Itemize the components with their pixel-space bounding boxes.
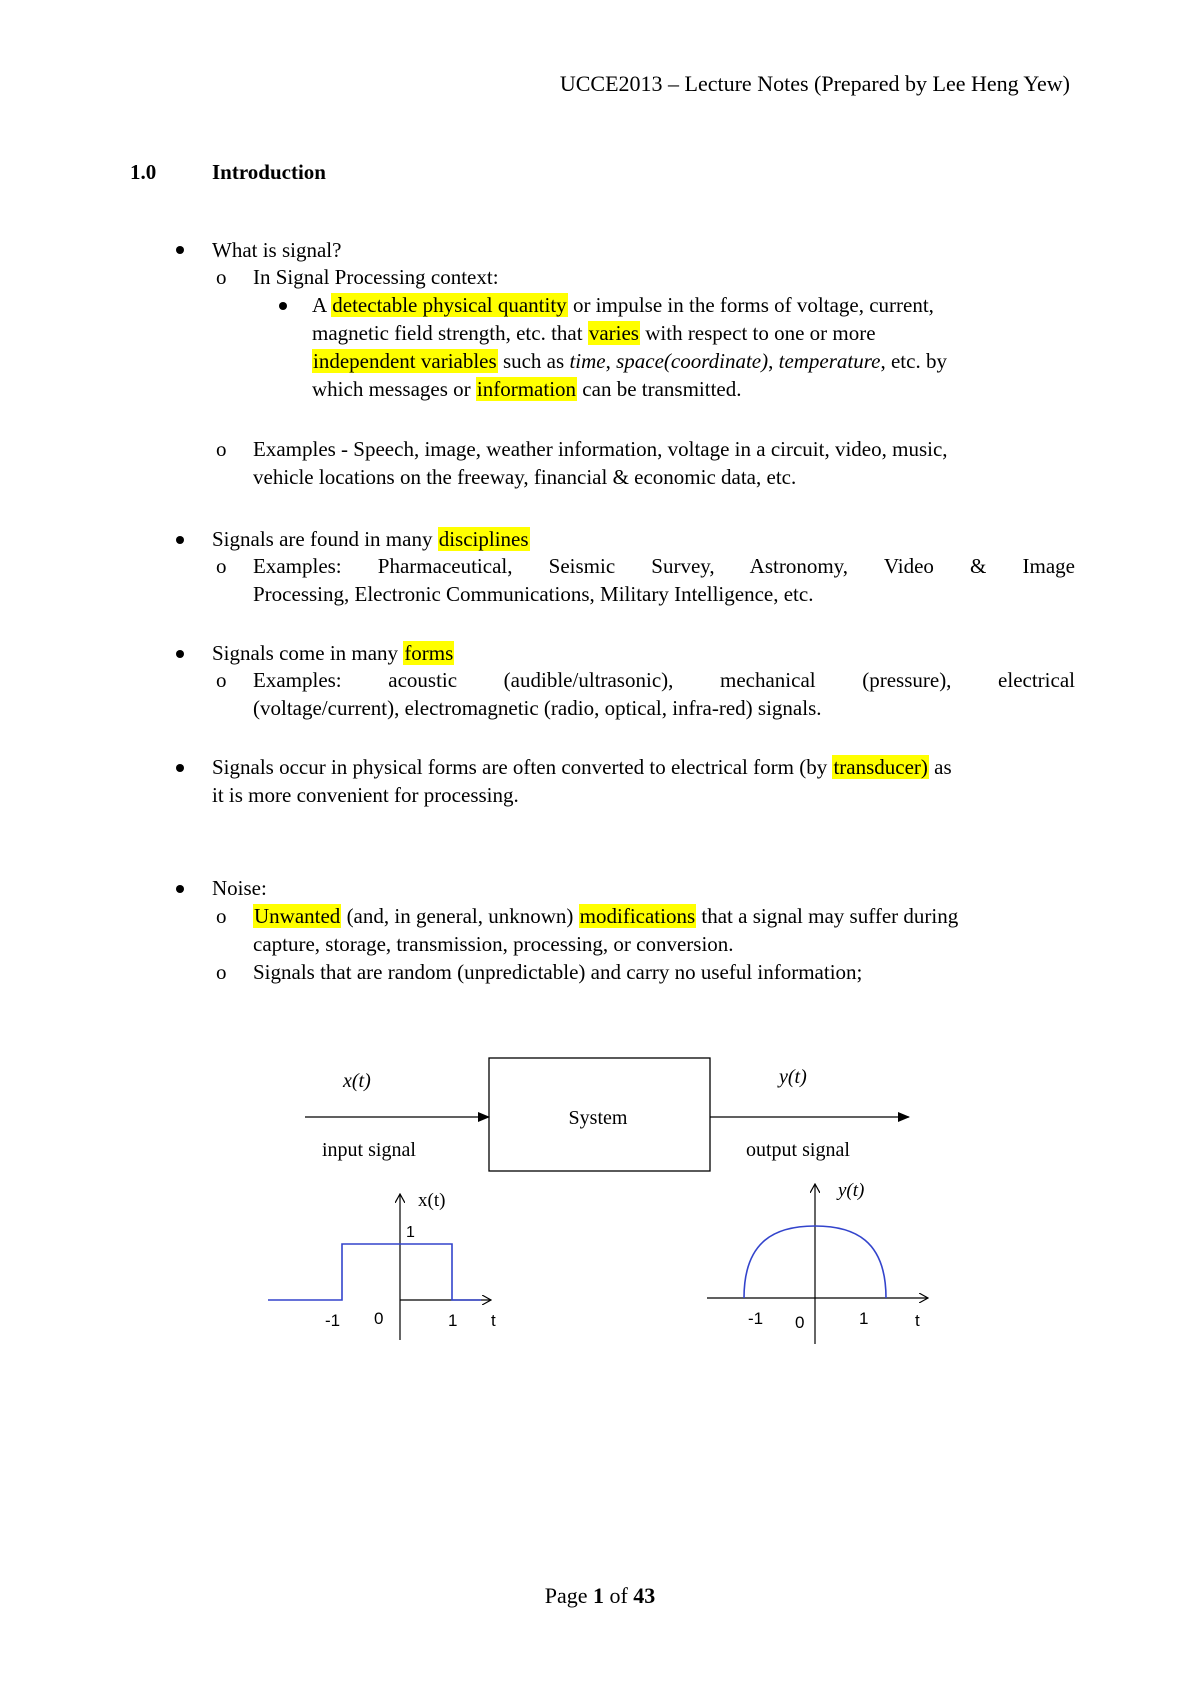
right-plot-tick-pos: 1 [859,1309,869,1328]
highlight-disciplines: disciplines [438,527,529,551]
output-label: output signal [746,1139,850,1161]
left-plot-level-label: 1 [406,1224,415,1241]
circle-bullet-icon: o [216,960,227,984]
left-plot-tick-pos: 1 [448,1311,458,1330]
circle-bullet-icon: o [216,265,227,289]
sub-signal-processing-context: In Signal Processing context: [253,265,499,289]
highlight-transducer: transducer) [833,755,928,779]
highlight-detectable-physical-quantity: detectable physical quantity [332,293,567,317]
highlight-independent-variables: independent variables [313,349,497,373]
bullet-what-is-signal: What is signal? [212,238,342,262]
left-plot-tick-neg: -1 [325,1311,341,1330]
bullet-transducer: Signals occur in physical forms are often converted to electrical form (by transducer) as it is more convenient for processing. [212,755,952,807]
section-title: Introduction [212,160,326,184]
circle-bullet-icon: o [216,668,227,692]
system-label: System [568,1107,628,1129]
system-diagram [0,1040,1200,1360]
noise-random: Signals that are random (unpredictable) and carry no useful information; [253,960,863,984]
circle-bullet-icon: o [216,437,227,461]
forms-examples: Examples: acoustic (audible/ultrasonic), mechanical (pressure), electrical (voltage/current), electromagnetic (radio, optical, infra-red) signals. [253,668,1075,720]
page-header: UCCE2013 – Lecture Notes (Prepared by Lee Heng Yew) [559,71,1070,96]
bullet-icon [176,885,184,893]
bullet-icon [279,302,287,310]
rect-pulse-signal [268,1244,481,1300]
highlight-forms: forms [404,641,454,665]
total-pages: 43 [633,1583,656,1608]
bullet-disciplines: Signals are found in many disciplines [212,527,529,551]
section-number: 1.0 [130,160,157,184]
left-plot-ylabel: x(t) [418,1190,446,1211]
bullet-icon [176,246,184,254]
noise-definition: Unwanted (and, in general, unknown) modifications that a signal may suffer during capture, storage, transmission, processing, or conversion. [253,904,959,956]
page-footer: Page 1 of 43 [544,1583,656,1608]
bullet-noise: Noise: [212,876,267,900]
input-symbol: x(t) [343,1070,371,1092]
input-label: input signal [322,1139,416,1161]
right-plot-ylabel: y(t) [838,1180,865,1201]
signal-definition: A detectable physical quantity or impulse in the forms of voltage, current, magnetic field strength, etc. that varies with respect to one or more independent variables such as time, space(coordinate), temperature, etc. by which messages or information can be transmitted. [312,293,947,401]
highlight-modifications: modifications [579,904,696,928]
highlight-unwanted: Unwanted [254,904,341,928]
bullet-icon [176,536,184,544]
left-plot-axis-label: t [491,1311,496,1330]
current-page-number: 1 [592,1583,604,1608]
right-plot-axis-label: t [915,1311,920,1330]
highlight-varies: varies [588,321,639,345]
signal-examples: Examples - Speech, image, weather information, voltage in a circuit, video, music, vehicle locations on the freeway, financial & economic data, etc. [253,437,948,489]
right-plot-tick-zero: 0 [795,1313,805,1332]
bullet-icon [176,764,184,772]
right-plot-tick-neg: -1 [748,1309,764,1328]
circle-bullet-icon: o [216,904,227,928]
highlight-information: information [476,377,577,401]
output-symbol: y(t) [779,1066,807,1088]
left-plot-tick-zero: 0 [374,1309,384,1328]
circle-bullet-icon: o [216,554,227,578]
disciplines-examples: Examples: Pharmaceutical, Seismic Survey, Astronomy, Video & Image Processing, Electronic Communications, Military Intelligence, etc. [253,554,1075,606]
bullet-forms: Signals come in many forms [212,641,454,665]
bullet-icon [176,650,184,658]
